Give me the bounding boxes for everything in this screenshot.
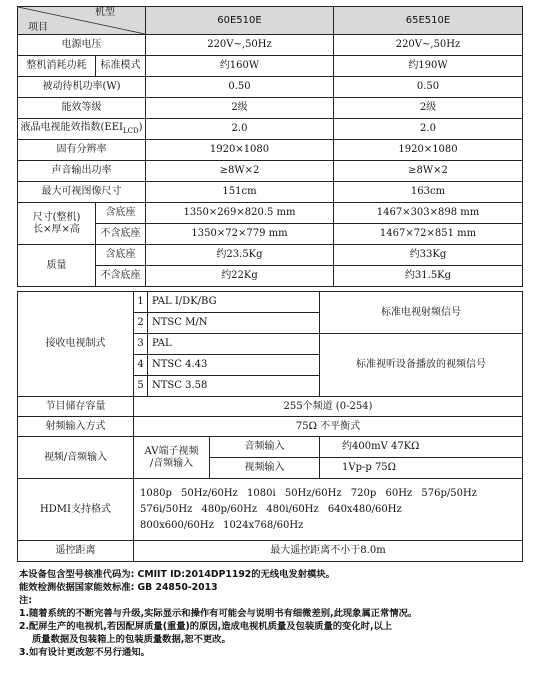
- spec-header-row: [18, 7, 523, 35]
- reception-table: [17, 291, 523, 562]
- system-row-1: [18, 292, 523, 313]
- eei-label-cell: [18, 119, 146, 140]
- size-with-base-label: 含底座: [96, 203, 146, 224]
- hdmi-formats: [134, 479, 523, 541]
- av-port-line1: AV端子视频: [144, 445, 199, 457]
- video-input-value: 1Vp-p 75Ω: [320, 458, 523, 479]
- weight-no-base-b: 约31.5Kg: [334, 266, 523, 287]
- header-item-label: 项目: [28, 22, 48, 33]
- note-2: 2.配屏生产的电视机,若因配屏质量(重量)的原因,造成电视机质量及包装质量的变化时,以上: [19, 621, 393, 632]
- system-num-1: 1: [134, 292, 148, 313]
- remote-label: 遥控距离: [18, 541, 134, 562]
- system-num-5: 5: [134, 376, 148, 397]
- av-audio-row: [18, 437, 523, 458]
- row-power: [18, 56, 523, 77]
- eei-a: 2.0: [146, 119, 334, 140]
- eei-b: 2.0: [334, 119, 523, 140]
- size-with-base-a: 1350×269×820.5 mm: [146, 203, 334, 224]
- remote-value: 最大遥控距离不小于8.0m: [134, 541, 523, 562]
- screen-b: 163cm: [334, 182, 523, 203]
- channel-row: [18, 397, 523, 417]
- system-name-2: NTSC M/N: [148, 313, 320, 334]
- audio-input-label: 音频输入: [210, 437, 320, 458]
- power-label: 整机消耗功耗: [18, 56, 96, 77]
- spec-table: [17, 6, 523, 287]
- screen-label: 最大可视图像尺寸: [18, 182, 146, 203]
- row-screen: [18, 182, 523, 203]
- row-audio: [18, 161, 523, 182]
- note-standard: 能效检测依据国家能效标准: GB 24850-2013: [19, 582, 218, 593]
- hdmi-line-3: 800x600/60Hz 1024x768/60Hz: [140, 519, 304, 531]
- size-no-base-b: 1467×72×851 mm: [334, 224, 523, 245]
- remote-row: [18, 541, 523, 562]
- av-port-cell: [134, 437, 210, 479]
- size-label-line1: 尺寸(整机): [32, 211, 81, 223]
- size-label-cell: [18, 203, 96, 245]
- voltage-label: 电源电压: [18, 35, 146, 56]
- power-b: 约190W: [334, 56, 523, 77]
- av-port-line2: /音频输入: [149, 457, 194, 469]
- audio-label: 声音输出功率: [18, 161, 146, 182]
- audio-input-value: 约400mV 47KΩ: [320, 437, 523, 458]
- av-label: 视频/音频输入: [18, 437, 134, 479]
- weight-no-base-label: 不含底座: [96, 266, 146, 287]
- audio-a: ≥8W×2: [146, 161, 334, 182]
- eei-label-end: ): [138, 121, 143, 133]
- channels-label: 节目储存容量: [18, 397, 134, 417]
- system-name-3: PAL: [148, 334, 320, 355]
- hdmi-label: HDMI支持格式: [18, 479, 134, 541]
- standby-label: 被动待机功率(W): [18, 77, 146, 98]
- system-name-5: NTSC 3.58: [148, 376, 320, 397]
- grade-a: 2级: [146, 98, 334, 119]
- receive-system-label: 接收电视制式: [18, 292, 134, 397]
- standby-b: 0.50: [334, 77, 523, 98]
- weight-with-base-a: 约23.5Kg: [146, 245, 334, 266]
- rf-input-label: 射频输入方式: [18, 417, 134, 437]
- note-cmiit: 本设备包含型号核准代码为: CMIIT ID:2014DP1192的无线电发射模块。: [19, 569, 335, 580]
- resolution-b: 1920×1080: [334, 140, 523, 161]
- system-num-4: 4: [134, 355, 148, 376]
- grade-b: 2级: [334, 98, 523, 119]
- voltage-a: 220V~,50Hz: [146, 35, 334, 56]
- row-eei: [18, 119, 523, 140]
- weight-with-base-label: 含底座: [96, 245, 146, 266]
- resolution-a: 1920×1080: [146, 140, 334, 161]
- power-a: 约160W: [146, 56, 334, 77]
- size-label-line2: 长×厚×高: [33, 223, 80, 235]
- note-2-cont: 质量数据及包装箱上的包装质量数据,恕不更改。: [32, 634, 231, 645]
- note-heading: 注:: [19, 595, 33, 606]
- size-no-base-label: 不含底座: [96, 224, 146, 245]
- hdmi-line-1: 1080p 50Hz/60Hz 1080i 50Hz/60Hz 720p 60Hz 576p/50Hz: [140, 487, 477, 499]
- system-name-4: NTSC 4.43: [148, 355, 320, 376]
- rf-input-value: 75Ω 不平衡式: [134, 417, 523, 437]
- row-voltage: [18, 35, 523, 56]
- row-resolution: [18, 140, 523, 161]
- hdmi-row: [18, 479, 523, 541]
- audio-b: ≥8W×2: [334, 161, 523, 182]
- model-a-header: 60E510E: [146, 7, 334, 35]
- note-3: 3.如有设计更改恕不另行通知。: [19, 647, 150, 658]
- power-mode-label: 标准模式: [96, 56, 146, 77]
- video-input-label: 视频输入: [210, 458, 320, 479]
- eei-label: 液晶电视能效指数(EEI: [20, 121, 123, 133]
- header-model-label: 机型: [95, 7, 115, 18]
- row-size-with-base: [18, 203, 523, 224]
- row-grade: [18, 98, 523, 119]
- grade-label: 能效等级: [18, 98, 146, 119]
- system-num-3: 3: [134, 334, 148, 355]
- eei-label-sub: LCD: [122, 126, 139, 135]
- row-weight-with-base: [18, 245, 523, 266]
- note-1: 1.随着系统的不断完善与升级,实际显示和操作有可能会与说明书有细微差别,此现象属正常情况。: [19, 608, 418, 619]
- rf-signal-desc: 标准电视射频信号: [320, 292, 523, 334]
- weight-label: 质量: [18, 245, 96, 287]
- row-standby: [18, 77, 523, 98]
- size-with-base-b: 1467×303×898 mm: [334, 203, 523, 224]
- hdmi-line-2: 576i/50Hz 480p/60Hz 480i/60Hz 640x480/60Hz: [140, 503, 402, 515]
- header-diagonal-cell: [18, 7, 146, 35]
- channels-value: 255个频道 (0-254): [134, 397, 523, 417]
- resolution-label: 固有分辨率: [18, 140, 146, 161]
- standby-a: 0.50: [146, 77, 334, 98]
- system-name-1: PAL I/DK/BG: [148, 292, 320, 313]
- weight-no-base-a: 约22Kg: [146, 266, 334, 287]
- voltage-b: 220V~,50Hz: [334, 35, 523, 56]
- av-signal-desc: 标准视听设备播放的视频信号: [320, 334, 523, 397]
- system-num-2: 2: [134, 313, 148, 334]
- weight-with-base-b: 约33Kg: [334, 245, 523, 266]
- screen-a: 151cm: [146, 182, 334, 203]
- rf-input-row: [18, 417, 523, 437]
- notes-block: [19, 568, 524, 659]
- size-no-base-a: 1350×72×779 mm: [146, 224, 334, 245]
- model-b-header: 65E510E: [334, 7, 523, 35]
